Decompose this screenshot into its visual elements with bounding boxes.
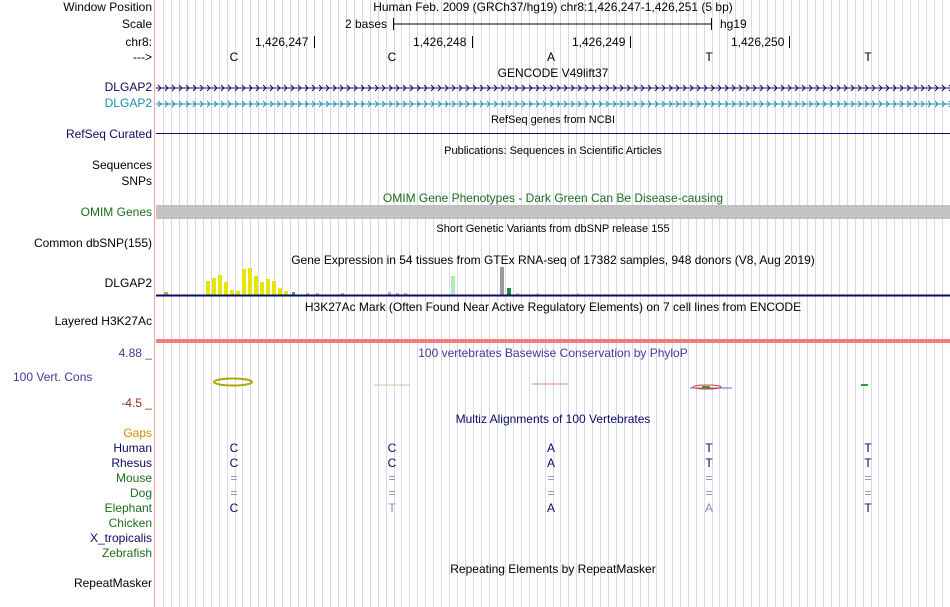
gaps-label[interactable]: Gaps [123,426,152,440]
aln-base: A [546,456,555,470]
phylop-conservation-plot[interactable] [156,372,950,394]
refseq-gene-line[interactable] [156,133,950,134]
aln-base: C [229,501,239,515]
scale-value: 2 bases [345,17,388,31]
phylop-min-label: -4.5 _ [121,396,152,410]
coord-tick-4: 1,426,250 [731,35,785,49]
repeatmasker-label[interactable]: RepeatMasker [73,576,152,590]
scale-bar [393,17,713,31]
gtex-track-title: Gene Expression in 54 tissues from GTEx RNA-seq of 17382 samples, 948 donors (V8, Aug 2019) [291,253,815,267]
ref-base: T [864,50,872,64]
repeatmasker-track-title: Repeating Elements by RepeatMasker [450,562,656,576]
aln-base: C [387,441,397,455]
window-position-value[interactable]: Human Feb. 2009 (GRCh37/hg19) chr8:1,426,247-1,426,251 (5 bp) [373,0,733,14]
aln-base: = [388,486,396,500]
aln-base: = [547,486,555,500]
ref-base: C [229,50,239,64]
species-label-mouse[interactable]: Mouse [115,471,152,485]
ref-base: C [387,50,397,64]
coord-tick-1: 1,426,247 [255,35,309,49]
coord-tick-marks [312,35,792,49]
gtex-gene-label[interactable]: DLGAP2 [104,276,152,290]
gencode-transcript-1[interactable] [156,81,950,95]
coord-tick-3: 1,426,249 [572,35,626,49]
multiz-track-title: Multiz Alignments of 100 Vertebrates [455,412,651,426]
refseq-track-title: RefSeq genes from NCBI [490,114,616,126]
aln-base: = [864,486,872,500]
aln-base: = [230,471,238,485]
gencode-gene-label[interactable]: DLGAP2 [104,96,152,110]
omim-label[interactable]: OMIM Genes [80,205,152,219]
publications-track-title: Publications: Sequences in Scientific Articles [444,145,662,157]
omim-phenotype-bar[interactable] [156,205,950,219]
aln-base: T [864,441,872,455]
species-label-dog[interactable]: Dog [129,486,152,500]
window-position-label: Window Position [63,0,152,14]
aln-base: = [705,471,713,485]
aln-base: C [229,441,239,455]
gencode-transcript-2[interactable] [156,97,950,111]
ref-base: A [546,50,555,64]
species-label-chicken[interactable]: Chicken [108,516,152,530]
omim-track-title: OMIM Gene Phenotypes - Dark Green Can Be Disease-causing [382,191,724,205]
aln-base: T [864,456,872,470]
label-divider [154,0,155,607]
aln-base: = [705,486,713,500]
refseq-label[interactable]: RefSeq Curated [65,127,152,141]
species-label-x-tropicalis[interactable]: X_tropicalis [89,531,152,545]
aln-base: C [387,456,397,470]
h3k27ac-label[interactable]: Layered H3K27Ac [54,314,152,328]
aln-base: = [547,471,555,485]
gencode-track-title: GENCODE V49lift37 [497,66,609,80]
coord-tick-2: 1,426,248 [413,35,467,49]
chrom-label: chr8: [125,35,152,49]
aln-base: = [230,486,238,500]
phylop-max-label: 4.88 _ [118,346,152,360]
aln-base: A [546,441,555,455]
dbsnp-label[interactable]: Common dbSNP(155) [33,236,152,250]
phylop-track-title: 100 vertebrates Basewise Conservation by PhyloP [418,346,688,360]
aln-base: = [388,471,396,485]
species-label-zebrafish[interactable]: Zebrafish [101,546,152,560]
species-label-elephant[interactable]: Elephant [104,501,152,515]
aln-base: T [705,456,713,470]
aln-base: T [705,441,713,455]
gencode-gene-label[interactable]: DLGAP2 [104,80,152,94]
aln-base: = [864,471,872,485]
aln-base: A [704,501,713,515]
strand-label: ---> [133,50,152,64]
snps-label[interactable]: SNPs [121,174,152,188]
scale-assembly: hg19 [720,17,747,31]
species-label-human[interactable]: Human [113,441,152,455]
aln-base: A [546,501,555,515]
phylop-label[interactable]: 100 Vert. Cons [13,370,93,384]
scale-label: Scale [121,17,152,31]
species-label-rhesus[interactable]: Rhesus [111,456,152,470]
aln-base: T [864,501,872,515]
gtex-expression-bars[interactable] [156,266,950,298]
dbsnp-track-title: Short Genetic Variants from dbSNP release 155 [436,223,670,235]
h3k27ac-track-title: H3K27Ac Mark (Often Found Near Active Regulatory Elements) on 7 cell lines from ENCODE [304,300,802,314]
sequences-label[interactable]: Sequences [91,158,152,172]
aln-base: C [229,456,239,470]
ref-base: T [705,50,713,64]
aln-base: T [388,501,396,515]
h3k27ac-signal[interactable] [156,339,950,343]
